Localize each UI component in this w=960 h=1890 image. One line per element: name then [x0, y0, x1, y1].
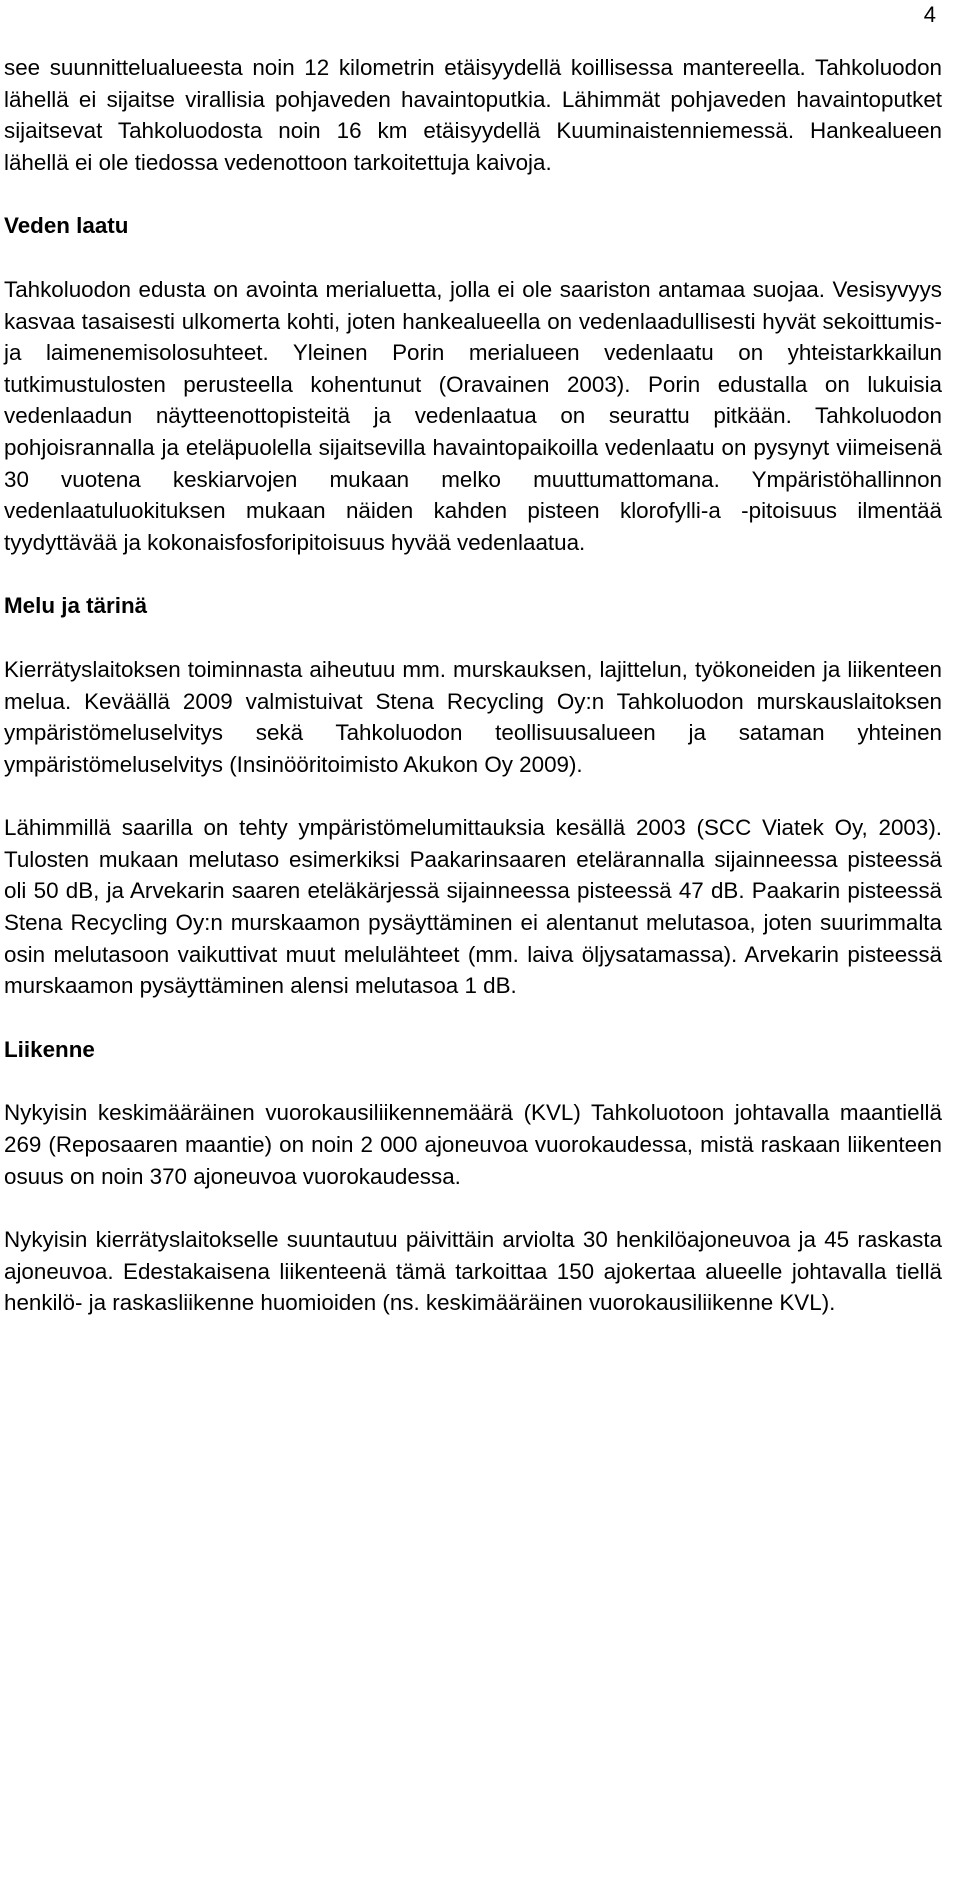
intro-paragraph: see suunnittelualueesta noin 12 kilometrin etäisyydellä koillisessa mantereella. Tahkoluodon lähellä ei sijaitse virallisia pohjaveden havaintoputkia. Lähimmät pohjaveden havaintoputket sijaitsevat Tahkoluodosta noin 16 km etäisyydellä Kuuminaistenniemessä. Hankealueen lähellä ei ole tiedossa vedenottoon tarkoitettuja kaivoja.: [4, 55, 942, 175]
section-noise-vibration: [4, 590, 942, 1002]
section-heading-water-quality: Veden laatu: [4, 213, 129, 239]
page-number: 4: [923, 2, 936, 27]
section-traffic: [4, 1034, 942, 1319]
traffic-paragraph-2: Nykyisin kierrätyslaitokselle suuntautuu päivittäin arviolta 30 henkilöajoneuvoa ja 45 raskasta ajoneuvoa. Edestakaisena liikenteenä tämä tarkoittaa 150 ajokertaa alueelle johtavalla tiellä henkilö- ja raskasliikenne huomioiden (ns. keskimääräinen vuorokausiliikenne KVL).: [4, 1227, 942, 1316]
section-water-quality: [4, 210, 942, 558]
section-heading-noise-vibration: Melu ja tärinä: [4, 593, 148, 619]
noise-paragraph-2: Lähimmillä saarilla on tehty ympäristömelumittauksia kesällä 2003 (SCC Viatek Oy, 2003). Tulosten mukaan melutaso esimerkiksi Paakarinsaaren etelärannalla sijainneessa pisteessä oli 50 dB, ja Arvekarin saaren eteläkärjessä sijainneessa pisteessä 47 dB. Paakarin pisteessä Stena Recycling Oy:n murskaamon pysäyttäminen ei alentanut melutasoa, joten suurimmalta osin melutasoon vaikuttivat muut melulähteet (mm. laiva öljysatamassa). Arvekarin pisteessä murskaamon pysäyttäminen alensi melutasoa 1 dB.: [4, 815, 942, 999]
water-quality-paragraph: Tahkoluodon edusta on avointa merialuetta, jolla ei ole saariston antamaa suojaa. Vesisyvyys kasvaa tasaisesti ulkomerta kohti, joten hankealueella on vedenlaadullisesti hyvät sekoittumis- ja laimenemisolosuhteet. Yleinen Porin merialueen vedenlaatu on yhteistarkkailun tutkimustulosten perusteella kohentunut (Oravainen 2003). Porin edustalla on lukuisia vedenlaadun näytteenottopisteitä ja vedenlaatua on seurattu pitkään. Tahkoluodon pohjoisrannalla ja eteläpuolella sijaitsevilla havaintopaikoilla vedenlaatu on pysynyt viimeisenä 30 vuotena keskiarvojen mukaan melko muuttumattomana. Ympäristöhallinnon vedenlaatuluokituksen mukaan näiden kahden pisteen klorofylli-a -pitoisuus ilmentää tyydyttävää ja kokonaisfosforipitoisuus hyvää vedenlaatua.: [4, 276, 942, 555]
noise-paragraph-1: Kierrätyslaitoksen toiminnasta aiheutuu mm. murskauksen, lajittelun, työkoneiden ja liikenteen melua. Keväällä 2009 valmistuivat Stena Recycling Oy:n Tahkoluodon murskauslaitoksen ympäristömeluselvitys sekä Tahkoluodon teollisuusalueen ja sataman yhteinen ympäristömeluselvitys (Insinööritoimisto Akukon Oy 2009).: [4, 656, 942, 777]
section-heading-traffic: Liikenne: [4, 1036, 95, 1062]
document-body: [4, 52, 942, 1319]
traffic-paragraph-1: Nykyisin keskimääräinen vuorokausiliikennemäärä (KVL) Tahkoluotoon johtavalla maantiellä 269 (Reposaaren maantie) on noin 2 000 ajoneuvoa vuorokaudessa, mistä raskaan liikenteen osuus on noin 370 ajoneuvoa vuorokaudessa.: [4, 1100, 942, 1189]
